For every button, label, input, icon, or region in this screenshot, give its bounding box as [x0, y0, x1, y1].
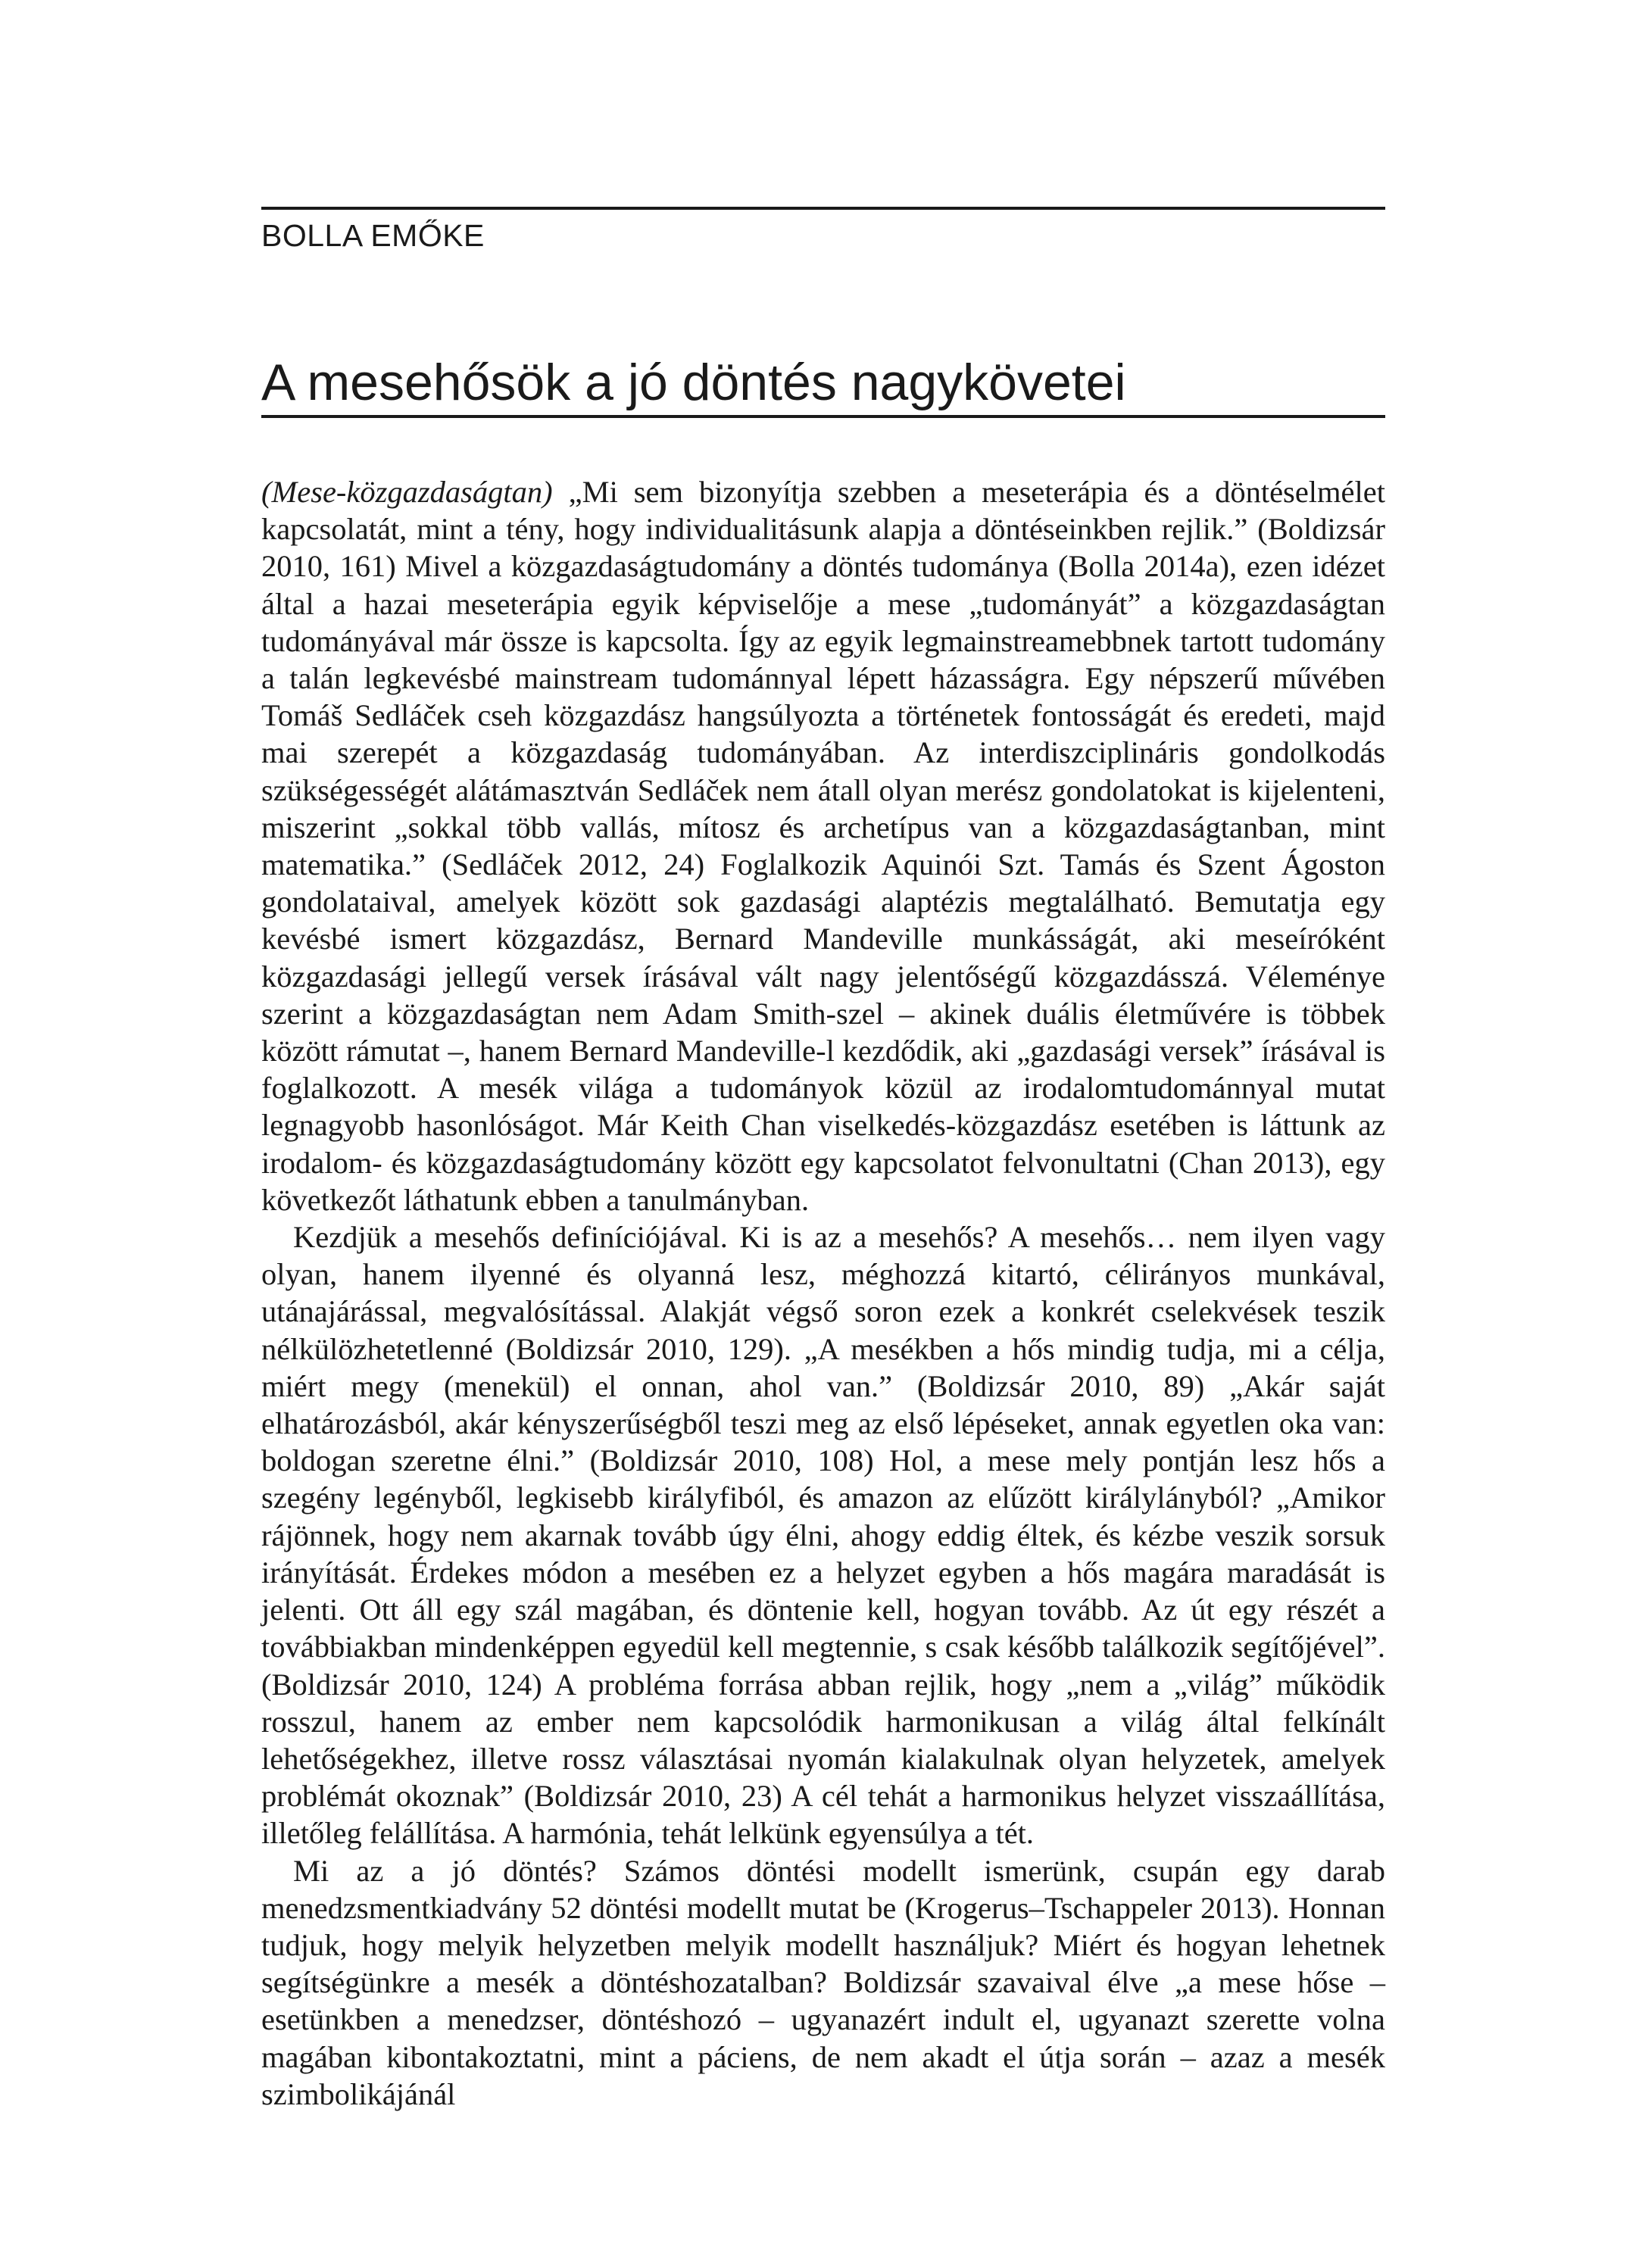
- author-name: BOLLA EMŐKE: [261, 218, 485, 253]
- article-title: A mesehősök a jó döntés nagykövetei: [261, 354, 1126, 411]
- title-rule: [261, 415, 1385, 418]
- header-rule: [261, 207, 1385, 210]
- paragraph-3: Mi az a jó döntés? Számos döntési modellt ismerünk, csupán egy darab menedzsmentkiadvány 52 döntési modellt mutat be (Krogerus–Tschappeler 2013). Honnan tudjuk, hogy melyik helyzetben melyik modellt használjuk? Miért és hogyan lehetnek segítségünkre a mesék a döntéshozatalban? Boldizsár szavaival élve „a mese hőse – esetünkben a menedzser, döntéshozó – ugyanazért indult el, ugyanazt szerette volna magában kibontakoztatni, mint a páciens, de nem akadt el útja során – azaz a mesék szimbolikájánál: [261, 1853, 1385, 2111]
- paragraph-lead: (Mese-közgazdaságtan): [261, 475, 553, 509]
- paragraph-2: Kezdjük a mesehős definíciójával. Ki is az a mesehős? A mesehős… nem ilyen vagy olyan, hanem ilyenné és olyanná lesz, méghozzá kitartó, célirányos munkával, utánajárással, megvalósítással. Alakját végső soron ezek a konkrét cselekvések teszik nélkülözhetetlenné (Boldizsár 2010, 129). „A mesékben a hős mindig tudja, mi a célja, miért megy (menekül) el onnan, ahol van.” (Boldizsár 2010, 89) „Akár saját elhatározásból, akár kényszerűségből teszi meg az első lépéseket, annak egyetlen oka van: boldogan szeretne élni.” (Boldizsár 2010, 108) Hol, a mese mely pontján lesz hős a szegény legényből, legkisebb királyfiból, és amazon az elűzött királylányból? „Amikor rájönnek, hogy nem akarnak tovább úgy élni, ahogy eddig éltek, és kézbe veszik sorsuk irányítását. Érdekes módon a mesében ez a helyzet egyben a hős magára maradását is jelenti. Ott áll egy szál magában, és döntenie kell, hogyan tovább. Az út egy részét a továbbiakban mindenképpen egyedül kell megtennie, s csak később találkozik segítőjével”. (Boldizsár 2010, 124) A probléma forrása abban rejlik, hogy „nem a „világ” működik rosszul, hanem az ember nem kapcsolódik harmonikusan a világ által felkínált lehetőségekhez, illetve rossz választásai nyomán kialakulnak olyan helyzetek, amelyek problémát okoznak” (Boldizsár 2010, 23) A cél tehát a harmonikus helyzet visszaállítása, illetőleg felállítása. A harmónia, tehát lelkünk egyensúlya a tét.: [261, 1220, 1385, 1851]
- paragraph-text: „Mi sem bizonyítja szebben a meseterápia és a döntéselmélet kapcsolatát, mint a tény, hogy individualitásunk alapja a döntéseinkben rejlik.” (Boldizsár 2010, 161) Mivel a közgazdaságtudomány a döntés tudománya (Bolla 2014a), ezen idézet által a hazai meseterápia egyik képviselője a mese „tudományát” a közgazdaságtan tudományával már össze is kapcsolta. Így az egyik legmainstreamebbnek tartott tudomány a talán legkevésbé mainstream tudománnyal lépett házasságra. Egy népszerű művében Tomáš Sedláček cseh közgazdász hangsúlyozta a történetek fontosságát és eredeti, majd mai szerepét a közgazdaság tudományában. Az interdiszciplináris gondolkodás szükségességét alátámasztván Sedláček nem átall olyan merész gondolatokat is kijelenteni, miszerint „sokkal több vallás, mítosz és archetípus van a közgazdaságtanban, mint matematika.” (Sedláček 2012, 24) Foglalkozik Aquinói Szt. Tamás és Szent Ágoston gondolataival, amelyek között sok gazdasági alaptézis megtalálható. Bemutatja egy kevésbé ismert közgazdász, Bernard Mandeville munkásságát, aki meseíróként közgazdasági jellegű versek írásával vált nagy jelentőségű közgazdásszá. Véleménye szerint a közgazdaságtan nem Adam Smith-szel – akinek duális életművére is többek között rámutat –, hanem Bernard Mandeville-l kezdődik, aki „gazdasági versek” írásával is foglalkozott. A mesék világa a tudományok közül az irodalomtudománnyal mutat legnagyobb hasonlóságot. Már Keith Chan viselkedés-közgazdász esetében is láttunk az irodalom- és közgazdaságtudomány között egy kapcsolatot felvonultatni (Chan 2013), egy következőt láthatunk ebben a tanulmányban.: [261, 475, 1385, 1217]
- article-body: [261, 473, 1385, 2113]
- paragraph-1: [261, 473, 1385, 1218]
